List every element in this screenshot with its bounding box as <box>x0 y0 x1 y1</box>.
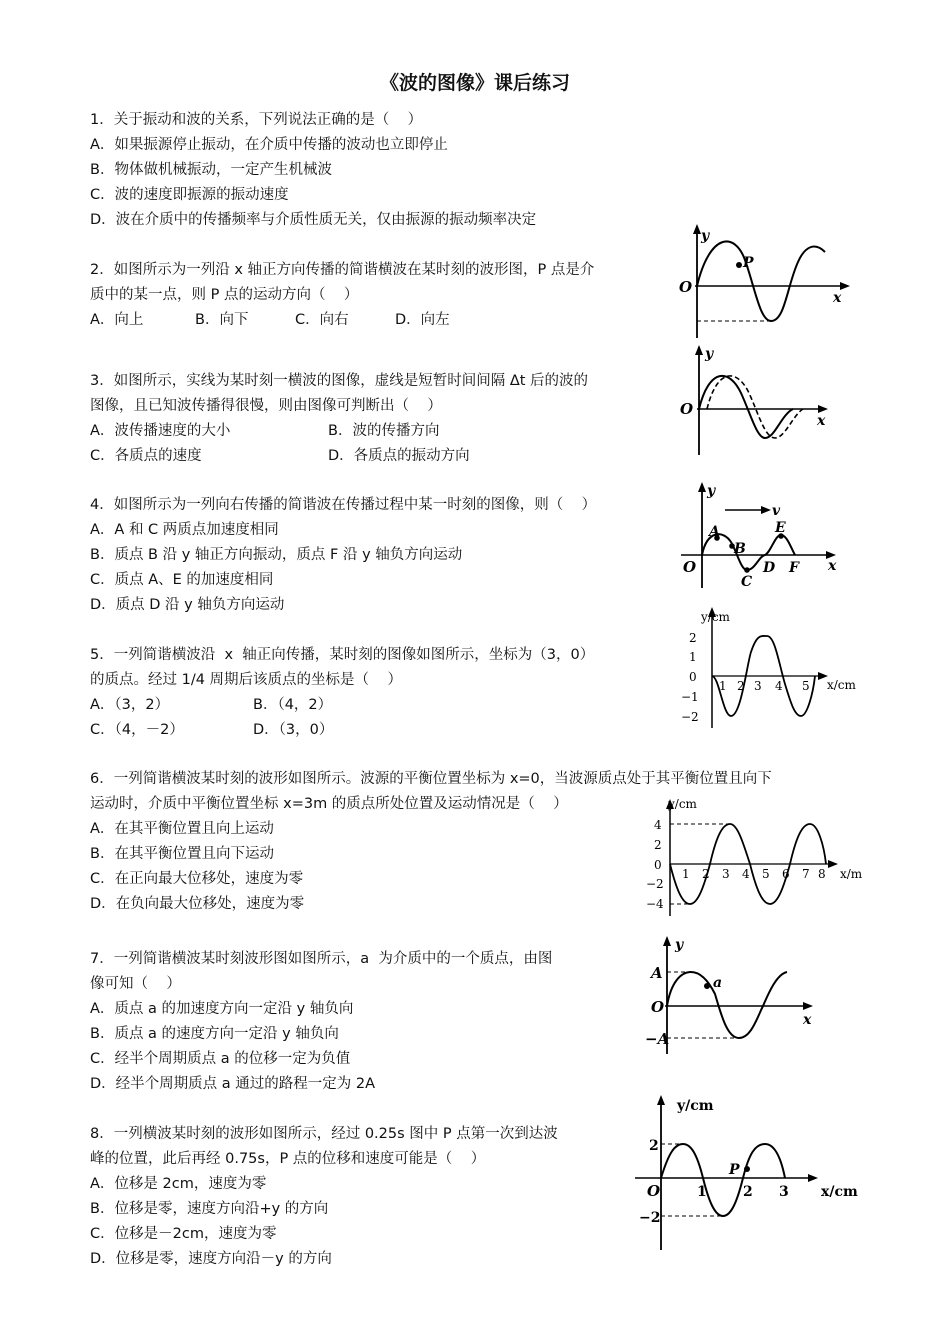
tick-x-2: 2 <box>743 1184 753 1200</box>
point-e-label: E <box>775 520 786 536</box>
figure-q8-wave <box>625 1092 860 1252</box>
figure-q7-wave <box>645 934 825 1056</box>
figure-q6-wave <box>640 796 862 918</box>
option-a: A．波传播速度的大小 <box>90 423 231 439</box>
question-4 <box>90 493 596 618</box>
question-stem: 6．一列简谐横波某时刻的波形如图所示。波源的平衡位置坐标为 x=0，当波源质点处于其平衡位置且向下 <box>90 771 772 787</box>
question-stem: 8．一列横波某时刻的波形如图所示，经过 0.25s 图中 P 点第一次到达波 <box>90 1126 558 1142</box>
figure-q5-wave <box>675 604 860 730</box>
option-c: C．位移是－2cm，速度为零 <box>90 1226 277 1242</box>
option-c: C．向右 <box>295 312 349 328</box>
tick-y-neg4: −4 <box>646 897 664 911</box>
amplitude-positive-label: A <box>651 964 663 982</box>
option-b: B．波的传播方向 <box>328 423 440 439</box>
tick-x-1: 1 <box>682 867 690 881</box>
option-d: D．（3，0） <box>253 722 334 738</box>
tick-x-7: 7 <box>802 867 810 881</box>
point-b-label: B <box>734 541 746 557</box>
option-b: B．质点 a 的速度方向一定沿 y 轴负向 <box>90 1026 339 1042</box>
option-a: A．位移是 2cm，速度为零 <box>90 1176 267 1192</box>
figure-q2-wave <box>675 222 855 340</box>
option-a: A．在其平衡位置且向上运动 <box>90 821 274 837</box>
axis-x-label: x/cm <box>827 678 856 692</box>
option-a: A．A 和 C 两质点加速度相同 <box>90 522 279 538</box>
tick-y-1: 1 <box>689 650 697 664</box>
point-f-label: F <box>789 560 799 576</box>
option-c: C．波的速度即振源的振动速度 <box>90 187 289 203</box>
question-stem: 7．一列简谐横波某时刻波形图如图所示，a 为介质中的一个质点，由图 <box>90 951 553 967</box>
origin-label: O <box>683 558 697 576</box>
origin-label: O <box>680 400 694 418</box>
option-a: A．如果振源停止振动，在介质中传播的波动也立即停止 <box>90 137 448 153</box>
tick-x-8: 8 <box>818 867 826 881</box>
tick-y-2: 2 <box>654 838 662 852</box>
tick-x-5: 5 <box>762 867 770 881</box>
question-stem: 像可知（ ） <box>90 976 181 992</box>
question-stem: 质中的某一点，则 P 点的运动方向（ ） <box>90 287 359 303</box>
option-d: D．各质点的振动方向 <box>328 448 470 464</box>
tick-y-neg2: −2 <box>646 877 664 891</box>
question-2 <box>90 258 594 333</box>
option-c: C．在正向最大位移处，速度为零 <box>90 871 304 887</box>
option-c: C．各质点的速度 <box>90 448 202 464</box>
option-d: D．质点 D 沿 y 轴负方向运动 <box>90 597 285 613</box>
point-a-label: a <box>713 975 723 991</box>
question-1 <box>90 108 536 233</box>
option-b: B．在其平衡位置且向下运动 <box>90 846 274 862</box>
figure-q3-wave <box>675 343 855 458</box>
question-7 <box>90 947 552 1097</box>
tick-y-2: 2 <box>689 631 697 645</box>
velocity-label: v <box>772 503 781 519</box>
axis-y-label: y <box>701 228 710 244</box>
option-d: D．在负向最大位移处，速度为零 <box>90 896 305 912</box>
question-3 <box>90 369 588 469</box>
tick-y-0: 0 <box>654 858 662 872</box>
tick-x-6: 6 <box>782 867 790 881</box>
origin-label: O <box>679 278 693 296</box>
question-stem: 3．如图所示，实线为某时刻一横波的图像，虚线是短暂时间间隔 Δt 后的波的 <box>90 373 589 389</box>
axis-x-label: x <box>833 290 842 306</box>
amplitude-negative-label: −A <box>645 1030 670 1048</box>
tick-x-3: 3 <box>779 1184 789 1200</box>
question-stem: 的质点。经过 1/4 周期后该质点的坐标是（ ） <box>90 672 402 688</box>
question-8 <box>90 1122 558 1272</box>
tick-y-4: 4 <box>654 818 662 832</box>
question-stem: 峰的位置，此后再经 0.75s，P 点的位移和速度可能是（ ） <box>90 1151 486 1167</box>
origin-label: O <box>647 1182 661 1200</box>
option-b: B．位移是零，速度方向沿+y 的方向 <box>90 1201 329 1217</box>
option-b: B．向下 <box>195 312 249 328</box>
option-b: B．质点 B 沿 y 轴正方向振动，质点 F 沿 y 轴负方向运动 <box>90 547 463 563</box>
tick-x-1: 1 <box>697 1184 707 1200</box>
option-b: B．物体做机械振动，一定产生机械波 <box>90 162 332 178</box>
option-a: A．质点 a 的加速度方向一定沿 y 轴负向 <box>90 1001 354 1017</box>
option-d: D．波在介质中的传播频率与介质性质无关，仅由振源的振动频率决定 <box>90 212 537 228</box>
option-d: D．经半个周期质点 a 通过的路程一定为 2A <box>90 1076 376 1092</box>
axis-x-label: x <box>817 413 826 429</box>
tick-x-4: 4 <box>742 867 750 881</box>
tick-x-1: 1 <box>719 679 727 693</box>
option-c: C．质点 A、E 的加速度相同 <box>90 572 274 588</box>
question-stem: 4．如图所示为一列向右传播的简谐波在传播过程中某一时刻的图像，则（ ） <box>90 497 597 513</box>
tick-y-0: 0 <box>689 670 697 684</box>
axis-x-label: x <box>803 1012 812 1028</box>
question-stem: 运动时，介质中平衡位置坐标 x=3m 的质点所处位置及运动情况是（ ） <box>90 796 568 812</box>
point-a-label: A <box>709 524 720 540</box>
option-d: D．位移是零，速度方向沿－y 的方向 <box>90 1251 332 1267</box>
axis-y-label: y/cm <box>668 797 697 811</box>
tick-x-3: 3 <box>722 867 730 881</box>
origin-label: O <box>651 998 665 1016</box>
axis-y-label: y/cm <box>701 610 730 624</box>
tick-x-3: 3 <box>754 679 762 693</box>
tick-y-neg2: −2 <box>639 1210 661 1226</box>
option-c: C．（4，－2） <box>90 722 184 738</box>
figure-q4-wave <box>675 480 855 592</box>
option-a: A．向上 <box>90 312 144 328</box>
axis-y-label: y/cm <box>677 1098 714 1114</box>
option-a: A．（3，2） <box>90 697 170 713</box>
axis-x-label: x/m <box>840 867 862 881</box>
tick-x-2: 2 <box>702 867 710 881</box>
tick-x-5: 5 <box>802 679 810 693</box>
point-d-label: D <box>763 560 776 576</box>
point-p-label: P <box>729 1162 740 1178</box>
point-p-label: P <box>743 255 754 271</box>
point-c-label: C <box>741 574 753 590</box>
question-stem: 图像，且已知波传播得很慢，则由图像可判断出（ ） <box>90 398 442 414</box>
tick-y-neg2: −2 <box>681 710 699 724</box>
tick-x-4: 4 <box>775 679 783 693</box>
option-b: B．（4，2） <box>253 697 333 713</box>
axis-y-label: y <box>705 346 714 362</box>
question-5 <box>90 643 594 743</box>
option-c: C．经半个周期质点 a 的位移一定为负值 <box>90 1051 351 1067</box>
axis-y-label: y <box>675 937 684 953</box>
axis-x-label: x/cm <box>821 1184 858 1200</box>
page-title: 《波的图像》课后练习 <box>379 72 570 94</box>
question-stem: 2．如图所示为一列沿 x 轴正方向传播的简谐横波在某时刻的波形图，P 点是介 <box>90 262 595 278</box>
axis-x-label: x <box>828 558 837 574</box>
axis-y-label: y <box>707 483 716 499</box>
tick-x-2: 2 <box>737 679 745 693</box>
option-d: D．向左 <box>395 312 450 328</box>
question-stem: 5．一列简谐横波沿 x 轴正向传播，某时刻的图像如图所示，坐标为（3，0） <box>90 647 595 663</box>
tick-y-neg1: −1 <box>681 690 699 704</box>
tick-y-2: 2 <box>649 1138 659 1154</box>
question-stem: 1．关于振动和波的关系，下列说法正确的是（ ） <box>90 112 423 128</box>
